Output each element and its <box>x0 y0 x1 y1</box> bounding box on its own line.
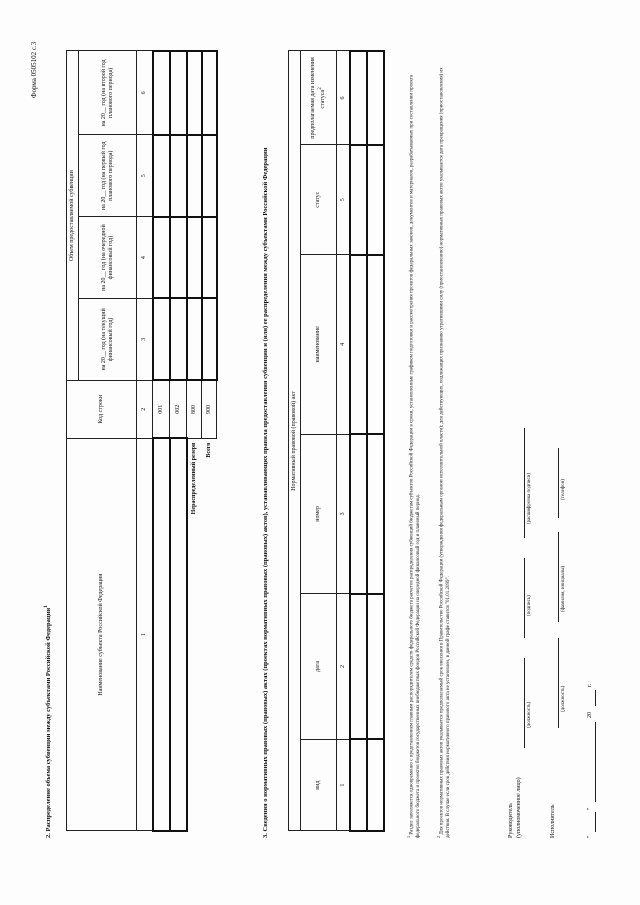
position2-caption: (должность) <box>561 685 566 712</box>
date-month-line[interactable] <box>595 722 596 802</box>
form-code: Форма 0505102 с.3 <box>30 41 38 98</box>
value-cell[interactable] <box>202 135 217 217</box>
col-number: 6 <box>137 51 153 135</box>
col-volume-header: Объем предоставляемой субвенции <box>67 51 79 380</box>
col-date-change-header: предполагаемая дата изменения статуса$^2$ <box>301 51 337 145</box>
footnote-1: $^1$ Раздел заполняется одновременно с представлением главным распорядителем средств федерального бюджета расчетов распределения субвенций бюджетам субъектов Российской Федерации в сроки, установленные графиком подготовки и рассмотрения проектов федеральных законов, документов и материалов, разрабатываемых при составлении проекта федерального бюджета и проектов бюджетов государственных внебюджетных фондов Российской Федерации на очередной финансовый год и плановый период. <box>406 74 422 838</box>
subject-cell[interactable] <box>170 438 187 831</box>
act-cell[interactable] <box>367 434 384 594</box>
col-number: 2 <box>137 380 153 438</box>
col-number: 6 <box>337 51 351 145</box>
signature-caption: (подпись) <box>527 595 532 616</box>
section3-title: 3. Сведения о нормативных правовых (правовых) актах (проектах нормативных правовых (правовых) актов), устанавливающих правила предоставления субвенции и (или) ее распределения между субъектами Российской Федерации <box>262 147 269 838</box>
col-status-header: статус <box>301 145 337 255</box>
act-cell[interactable] <box>367 739 384 831</box>
position2-line[interactable] <box>558 638 559 728</box>
signature-line[interactable] <box>524 558 525 638</box>
date-year-line[interactable] <box>595 690 596 706</box>
value-cell[interactable] <box>202 217 217 299</box>
value-cell[interactable] <box>153 298 170 380</box>
row-code: 800 <box>187 380 202 438</box>
position-line[interactable] <box>524 658 525 748</box>
table-row <box>187 51 202 831</box>
table-row <box>202 51 217 831</box>
value-cell[interactable] <box>187 298 202 380</box>
row-code: 002 <box>170 380 187 438</box>
col-number: 3 <box>137 298 153 380</box>
col-year1-header: на 20__ год (на текущий финансовый год) <box>79 298 137 380</box>
col-year3-header: на 20__ год (на первый год планового периода) <box>79 135 137 217</box>
value-cell[interactable] <box>153 135 170 217</box>
date-day-line[interactable] <box>595 812 596 832</box>
value-cell[interactable] <box>202 51 217 135</box>
value-cell[interactable] <box>153 217 170 299</box>
value-cell[interactable] <box>170 51 187 135</box>
act-cell[interactable] <box>367 594 384 740</box>
col-type-header: вид <box>301 739 337 831</box>
decoding-line[interactable] <box>524 428 525 538</box>
date-quote-open: " <box>587 835 593 838</box>
col-number: 3 <box>337 434 351 594</box>
table-row <box>153 51 170 831</box>
col-date-header: дата <box>301 594 337 740</box>
col-number: 2 <box>337 594 351 740</box>
act-cell[interactable] <box>367 255 384 435</box>
date-year-prefix: 20 <box>587 712 593 718</box>
act-cell[interactable] <box>350 51 367 145</box>
value-cell[interactable] <box>187 51 202 135</box>
act-cell[interactable] <box>350 145 367 255</box>
section2-title: 2. Распределение объема субвенции между субъектами Российской Федерации$^1$ <box>43 605 53 838</box>
col-number: 4 <box>337 255 351 435</box>
act-cell[interactable] <box>350 255 367 435</box>
col-number: 4 <box>137 217 153 299</box>
total-label: Всего <box>205 442 212 458</box>
decoding-caption: (расшифровка подписи) <box>527 472 532 524</box>
act-cell[interactable] <box>350 594 367 740</box>
subvention-distribution-table <box>66 50 218 832</box>
row-code: 001 <box>153 380 170 438</box>
table-row <box>350 51 367 831</box>
col-number: 5 <box>137 135 153 217</box>
value-cell[interactable] <box>187 135 202 217</box>
executor-label: Исполнитель <box>550 804 556 838</box>
value-cell[interactable] <box>153 51 170 135</box>
phone-line[interactable] <box>558 448 559 518</box>
col-name-header: наименование <box>301 255 337 435</box>
value-cell[interactable] <box>187 217 202 299</box>
phone-caption: (телефон) <box>561 479 566 500</box>
col-subject-header: Наименование субъекта Российской Федерации <box>67 438 137 831</box>
position-caption: (должность) <box>527 701 532 728</box>
col-number: 1 <box>337 739 351 831</box>
act-cell[interactable] <box>367 145 384 255</box>
fio-line[interactable] <box>558 532 559 622</box>
act-cell[interactable] <box>350 739 367 831</box>
date-year-suffix: г. <box>587 683 593 687</box>
col-act-header: Нормативный правовой (правовой) акт <box>289 51 301 831</box>
value-cell[interactable] <box>170 217 187 299</box>
date-quote-close: " <box>587 807 593 810</box>
col-year2-header: на 20__ год (на очередной финансовый год) <box>79 217 137 299</box>
rotated-form <box>22 8 622 878</box>
reserve-label: Нераспределенный резерв <box>191 442 197 515</box>
fio-caption: (фамилия, инициалы) <box>561 565 566 612</box>
table-row <box>367 51 384 831</box>
subject-cell[interactable] <box>153 438 170 831</box>
value-cell[interactable] <box>170 298 187 380</box>
act-cell[interactable] <box>367 51 384 145</box>
row-code: 900 <box>202 380 217 438</box>
normative-acts-table <box>288 50 385 832</box>
value-cell[interactable] <box>170 135 187 217</box>
table-row <box>170 51 187 831</box>
act-cell[interactable] <box>350 434 367 594</box>
col-number-header: номер <box>301 434 337 594</box>
col-code-header: Код строки <box>67 380 137 438</box>
footnote-2: $^2$ Для проектов нормативных правовых актов указывается предполагаемый срок внесения в Правительство Российской Федерации (утверждения федеральным органом исполнительной власти); для действующих, подлежащих признанию утратившими силу (приостановлению) нормативных правовых актов указывается дата прекращения (приостановления) их действия. В случае если срок действия нормативного правового акта не установлен, в данной графе ставится "01.01.2099". <box>436 67 452 838</box>
col-number: 5 <box>337 145 351 255</box>
col-year4-header: на 20__ год (на второй год планового периода) <box>79 51 137 135</box>
value-cell[interactable] <box>202 298 217 380</box>
head-sub-label: (уполномоченное лицо) <box>516 777 522 838</box>
head-label: Руководитель <box>508 803 514 838</box>
col-number: 1 <box>137 438 153 831</box>
